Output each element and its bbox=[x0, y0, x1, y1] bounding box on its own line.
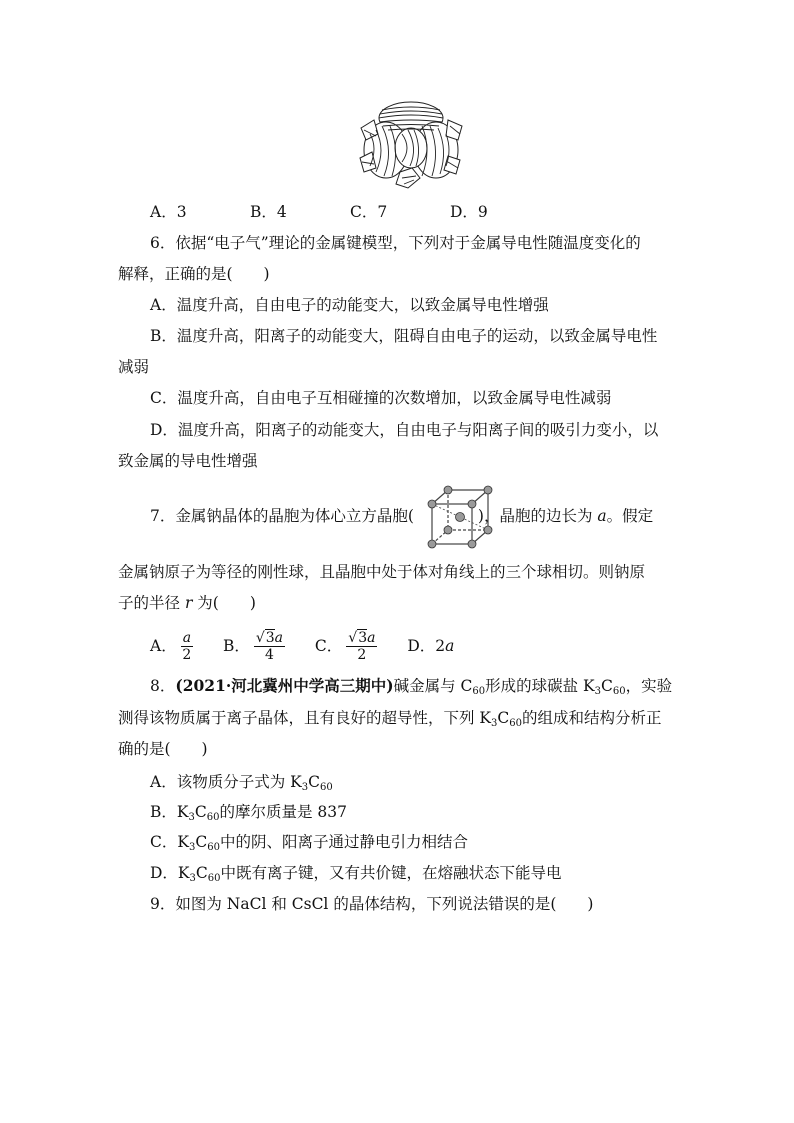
q7-stem-line1 bbox=[150, 506, 653, 526]
q8-stem-line3: 确的是( ) bbox=[118, 740, 208, 758]
q8-stem-line1: 8．(2021·河北冀州中学高三期中)碱金属与 $C_{60}$形成的球碳盐 $K_3C_{60}$，实验 bbox=[150, 676, 673, 697]
q7-options bbox=[150, 628, 454, 664]
q7-line3-end: 为( ) bbox=[192, 594, 256, 612]
bcc-unit-cell-icon bbox=[426, 482, 494, 550]
q5-options bbox=[150, 202, 488, 222]
q7-var-a: a bbox=[597, 507, 607, 525]
q7-stem-part3: 。假定 bbox=[606, 507, 654, 525]
q8-option-a[interactable]: A．该物质分子式为 $K_3C_{60}$ bbox=[150, 773, 333, 793]
crystal-packing-figure bbox=[356, 98, 466, 190]
q9-stem: 9．如图为 NaCl 和 CsCl 的晶体结构，下列说法错误的是( ) bbox=[150, 895, 594, 913]
q5-option-a[interactable]: A．3 bbox=[150, 203, 187, 221]
q5-option-c[interactable]: C．7 bbox=[350, 203, 388, 221]
q6-option-c[interactable]: C．温度升高，自由电子互相碰撞的次数增加，以致金属导电性减弱 bbox=[150, 389, 612, 407]
q7-option-a[interactable]: A． $\frac{a}{2}$ bbox=[150, 630, 192, 663]
q6-option-b-line2[interactable]: 减弱 bbox=[118, 358, 150, 376]
q6-stem-line1: 6．依据“电子气”理论的金属键模型，下列对于金属导电性随温度变化的 bbox=[150, 234, 641, 252]
q6-stem-line2: 解释，正确的是( ) bbox=[118, 265, 270, 283]
q6-option-d-line1[interactable]: D．温度升高，阳离子的动能变大，自由电子与阳离子间的吸引力变小，以 bbox=[150, 421, 659, 439]
q8-source: (2021·河北冀州中学高三期中) bbox=[175, 676, 394, 695]
q8-number: 8． bbox=[150, 677, 176, 695]
q7-option-b[interactable]: B． $\frac{√3a}{4}$ bbox=[222, 630, 284, 663]
q8-option-c[interactable]: C．$K_3C_{60}$中的阴、阳离子通过静电引力相结合 bbox=[150, 833, 468, 853]
q7-var-r: r bbox=[184, 594, 193, 612]
q5-option-b[interactable]: B．4 bbox=[250, 203, 287, 221]
q7-line3-text: 子的半径 bbox=[118, 594, 185, 612]
q8-option-d[interactable]: D．$K_3C_{60}$中既有离子键，又有共价键，在熔融状态下能导电 bbox=[150, 864, 562, 884]
q7-option-d[interactable]: D．2a bbox=[407, 637, 455, 655]
q6-option-a[interactable]: A．温度升高，自由电子的动能变大，以致金属导电性增强 bbox=[150, 296, 549, 314]
q7-stem-part1: 7．金属钠晶体的晶胞为体心立方晶胞( bbox=[150, 507, 414, 525]
q5-option-d[interactable]: D．9 bbox=[450, 203, 488, 221]
q8-stem-line2: 测得该物质属于离子晶体，且有良好的超导性，下列 $K_3C_{60}$的组成和结构分析正 bbox=[118, 709, 662, 729]
q7-option-c[interactable]: C． $\frac{√3a}{2}$ bbox=[314, 630, 376, 663]
q7-stem-line2: 金属钠原子为等径的刚性球，且晶胞中处于体对角线上的三个球相切。则钠原 bbox=[118, 563, 646, 581]
q7-stem-line3 bbox=[118, 593, 256, 613]
q6-option-d-line2[interactable]: 致金属的导电性增强 bbox=[118, 452, 258, 470]
q8-option-b[interactable]: B．$K_3C_{60}$的摩尔质量是 837 bbox=[150, 803, 347, 823]
q6-option-b-line1[interactable]: B．温度升高，阳离子的动能变大，阻碍自由电子的运动，以致金属导电性 bbox=[150, 327, 658, 345]
q7-stem-part2: )，晶胞的边长为 bbox=[477, 507, 598, 525]
